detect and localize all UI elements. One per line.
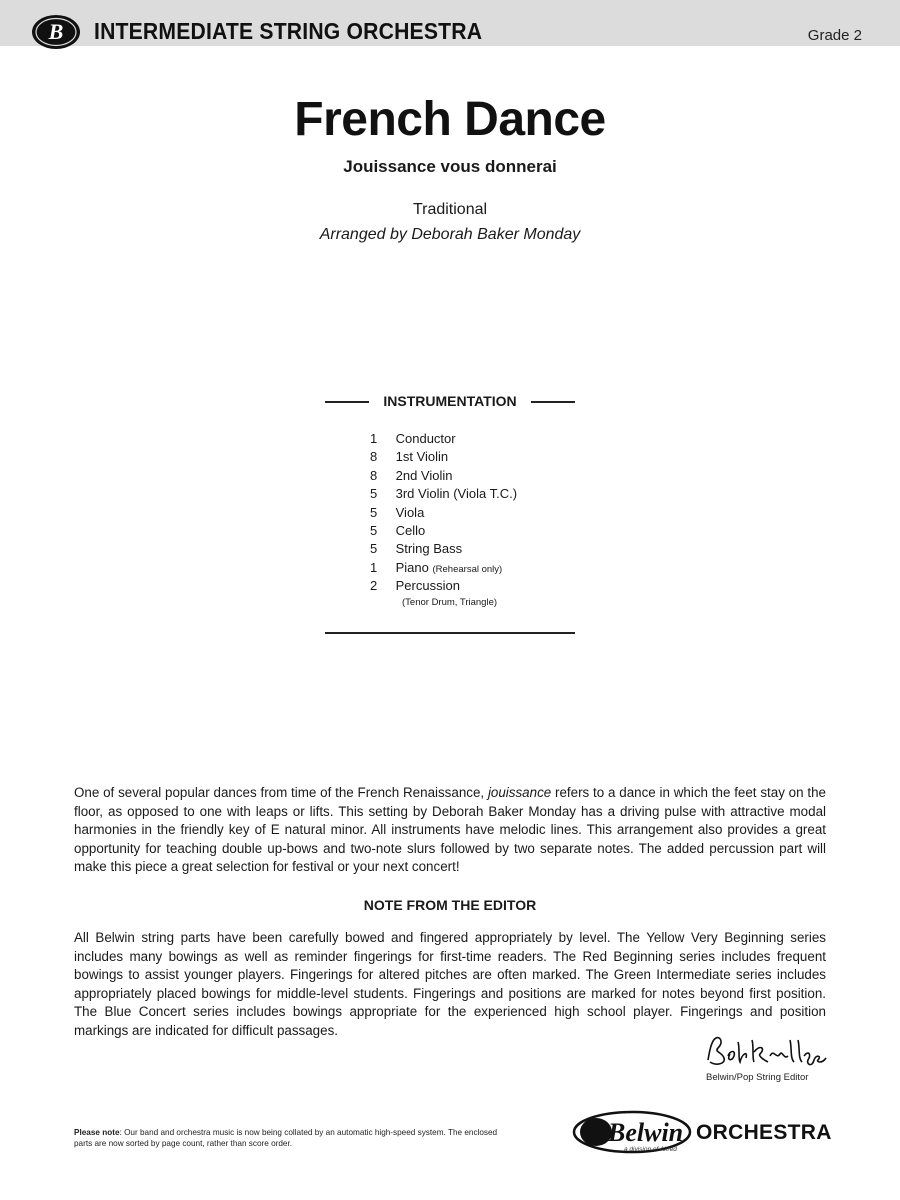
please-note-label: Please note (74, 1128, 120, 1137)
instrument-row (370, 448, 630, 466)
instrument-count: 5 (370, 504, 378, 520)
instrument-row (370, 522, 630, 540)
instrument-name: Percussion (395, 578, 460, 594)
instrument-note: (Rehearsal only) (432, 563, 503, 575)
description-paragraph (74, 784, 826, 877)
publisher-tagline: a division of Alfred (624, 1146, 677, 1153)
instrument-row (370, 467, 630, 485)
editor-note-heading: NOTE FROM THE EDITOR (363, 897, 537, 913)
instrument-row (370, 504, 630, 522)
instrument-row (370, 559, 630, 577)
instrumentation-heading: INSTRUMENTATION (383, 393, 517, 409)
instrument-name: Viola (395, 504, 425, 520)
publisher-orchestra-label: ORCHESTRA (696, 1121, 832, 1144)
editor-signature (704, 1034, 828, 1070)
instrument-name: Piano (395, 559, 429, 575)
please-note-text: : Our band and orchestra music is now being collated by an automatic high-speed system. The enclosed parts are now sorted by page count, rather than score order. (74, 1128, 498, 1148)
instrumentation-bottom-rule (325, 632, 575, 634)
instrument-count: 5 (370, 522, 378, 538)
description-text-end: refers to a dance in which the feet stay on the floor, as opposed to one with leaps or lifts. This setting by Deborah Baker Monday has a driving pulse with attractive modal harmonies in the friendly key of E natural minor. All instruments have melodic lines. This arrangement also provides a great opportunity for teaching double up-bows and two-note slurs followed by two separate notes. The added percussion part will make this piece a great selection for festival or your next concert! (74, 785, 826, 875)
instrument-name: Cello (395, 522, 426, 538)
instrument-count: 5 (370, 541, 378, 557)
logo-letter: B (48, 19, 64, 44)
heading-rule-right (531, 401, 575, 403)
instrument-count: 1 (370, 431, 378, 446)
instrument-row (370, 577, 630, 595)
description-text-start: One of several popular dances from time of the French Renaissance, (74, 785, 488, 800)
series-title: INTERMEDIATE STRING ORCHESTRA (94, 18, 483, 44)
page-title: French Dance (294, 93, 606, 146)
instrument-count: 8 (370, 449, 378, 465)
description-italic-term: jouissance (487, 785, 552, 800)
percussion-detail: (Tenor Drum, Triangle) (402, 596, 498, 608)
editor-note-paragraph: All Belwin string parts have been carefully bowed and fingered appropriately by level. The Yellow Very Beginning series includes many bowings as well as reminder fingerings for first-time readers. The Red Beginning series includes frequent bowings to assist younger players. Fingerings for altered pitches are often marked. The Green Intermediate series includes appropriately placed bowings for middle-level students. Fingerings and positions are marked for notes beyond first position. The Blue Concert series includes bowings appropriate for the experienced high school player. Fingerings and position markings are indicated for difficult passages. (74, 930, 826, 1038)
please-note (74, 1127, 514, 1149)
instrument-name: Conductor (395, 431, 456, 446)
grade-label: Grade 2 (807, 27, 862, 44)
instrument-name: 1st Violin (395, 449, 449, 465)
publisher-name: Belwin (608, 1118, 684, 1147)
arranger: Arranged by Deborah Baker Monday (319, 226, 581, 243)
instrument-name: 2nd Violin (395, 467, 453, 483)
instrument-count: 2 (370, 578, 378, 594)
instrument-count: 8 (370, 467, 378, 483)
composer: Traditional (412, 201, 488, 218)
instrument-row (370, 540, 630, 558)
belwin-orchestra-logo (572, 1110, 832, 1160)
instrument-count: 5 (370, 486, 378, 502)
instrument-name: 3rd Violin (Viola T.C.) (395, 486, 518, 502)
signature-caption: Belwin/Pop String Editor (706, 1072, 809, 1083)
subtitle: Jouissance vous donnerai (343, 157, 557, 176)
instrumentation-list (370, 430, 630, 610)
instrument-row (370, 485, 630, 503)
instrument-name: String Bass (395, 541, 463, 557)
belwin-series-logo (30, 12, 82, 52)
instrument-count: 1 (370, 559, 378, 575)
instrumentation-heading-block (325, 393, 575, 411)
instrument-row (370, 430, 630, 448)
